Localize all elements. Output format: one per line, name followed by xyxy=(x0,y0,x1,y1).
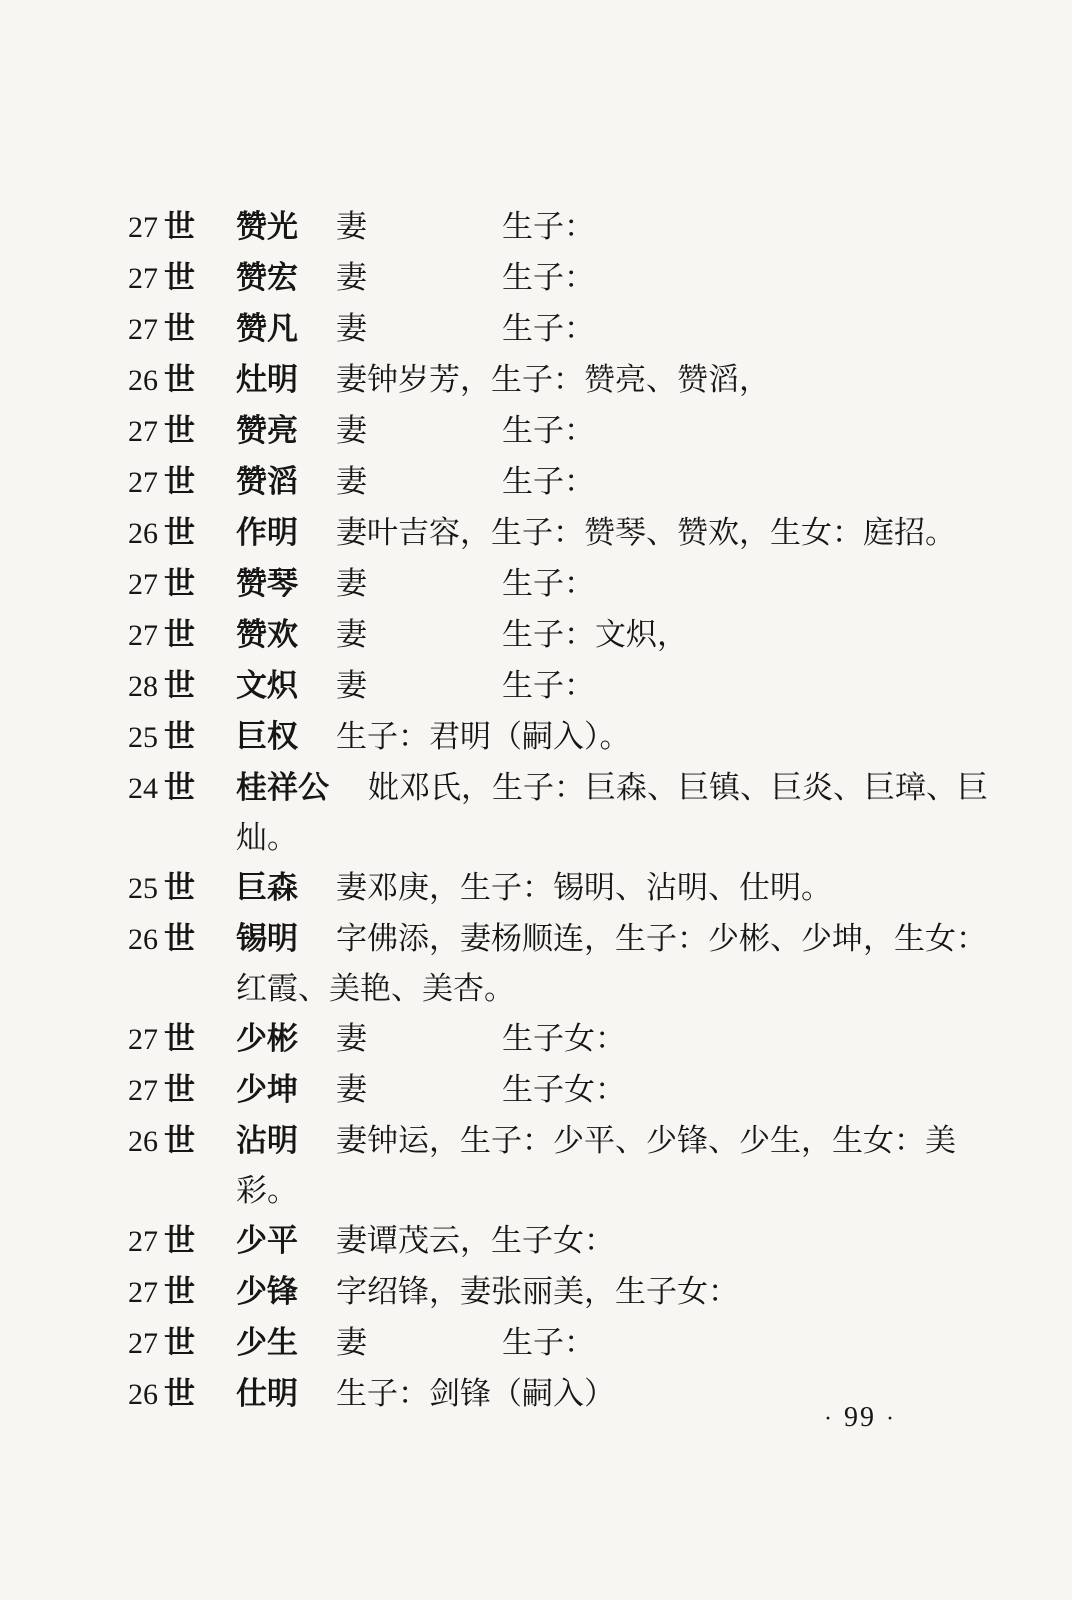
person-name: 巨权 xyxy=(236,719,298,755)
generation-suffix: 世 xyxy=(164,209,195,245)
person-name: 桂祥公 xyxy=(236,770,329,806)
generation xyxy=(128,355,236,406)
children-label: 生子： xyxy=(502,566,595,602)
generation xyxy=(128,1216,236,1267)
entry-row xyxy=(128,1014,958,1065)
entry-text: 妻叶吉容，生子：赞琴、赞欢，生女：庭招。 xyxy=(336,515,956,551)
wife-label: 妻 xyxy=(336,1072,367,1108)
generation-number: 27 xyxy=(128,466,158,499)
generation-suffix: 世 xyxy=(164,413,195,449)
entry-row xyxy=(128,1216,958,1267)
wife-label: 妻 xyxy=(336,668,367,704)
entry-row xyxy=(128,202,958,253)
generation xyxy=(128,763,236,814)
generation-suffix: 世 xyxy=(164,719,195,755)
generation xyxy=(128,559,236,610)
generation-number: 26 xyxy=(128,364,158,397)
wife-label: 妻 xyxy=(336,413,367,449)
generation-suffix: 世 xyxy=(164,464,195,500)
entry-text: 妻谭茂云，生子女： xyxy=(336,1223,615,1259)
entry-details xyxy=(336,610,958,660)
person-name: 文炽 xyxy=(236,668,298,704)
generation xyxy=(128,406,236,457)
generation-number: 27 xyxy=(128,211,158,244)
generation-suffix: 世 xyxy=(164,1223,195,1259)
person-name: 沾明 xyxy=(236,1123,298,1159)
entry-row xyxy=(128,1065,958,1116)
generation-number: 27 xyxy=(128,313,158,346)
entry-row xyxy=(128,712,958,763)
entry-text: 字绍锋，妻张丽美，生子女： xyxy=(336,1274,739,1310)
entry-text xyxy=(336,457,958,507)
entry-text: 妻钟运，生子：少平、少锋、少生，生女：美 xyxy=(336,1123,956,1159)
entry-text xyxy=(336,661,958,711)
entry-row xyxy=(128,863,958,914)
footer-dot-left: · xyxy=(824,1406,834,1432)
generation xyxy=(128,661,236,712)
children-label: 生子： xyxy=(502,311,595,347)
entry-details xyxy=(336,1216,958,1266)
person-name: 赞滔 xyxy=(236,464,298,500)
generation-number: 26 xyxy=(128,923,158,956)
entry-details xyxy=(336,1267,958,1317)
wife-label: 妻 xyxy=(336,260,367,296)
children-label: 生子： xyxy=(502,1325,595,1361)
entry-row xyxy=(128,457,958,508)
wife-label: 妻 xyxy=(336,566,367,602)
entry-text xyxy=(336,253,958,303)
generation-suffix: 世 xyxy=(164,668,195,704)
entry-details xyxy=(336,1318,958,1368)
generation xyxy=(128,1369,236,1420)
entry-row xyxy=(128,253,958,304)
entry-text xyxy=(336,1318,958,1368)
generation-suffix: 世 xyxy=(164,311,195,347)
children-label: 生子： xyxy=(502,260,595,296)
generation-number: 27 xyxy=(128,619,158,652)
entry-details xyxy=(336,1014,958,1064)
wife-label: 妻 xyxy=(336,209,367,245)
entry-text xyxy=(336,304,958,354)
generation-number: 26 xyxy=(128,517,158,550)
page-number: 99 xyxy=(844,1402,876,1433)
person-name: 赞亮 xyxy=(236,413,298,449)
entry-text-continued: 彩。 xyxy=(236,1173,298,1209)
generation-number: 25 xyxy=(128,872,158,905)
person-name: 仕明 xyxy=(236,1376,298,1412)
entry-row xyxy=(128,406,958,457)
genealogy-entries xyxy=(128,202,988,1420)
entry-details xyxy=(336,202,958,252)
generation-suffix: 世 xyxy=(164,362,195,398)
generation-suffix: 世 xyxy=(164,1072,195,1108)
entry-text: 妣邓氏，生子：巨森、巨镇、巨炎、巨璋、巨 xyxy=(368,770,988,806)
generation-suffix: 世 xyxy=(164,770,195,806)
generation-suffix: 世 xyxy=(164,1376,195,1412)
generation-number: 27 xyxy=(128,1074,158,1107)
entry-row xyxy=(128,1267,958,1318)
generation xyxy=(128,304,236,355)
entry-details xyxy=(336,457,958,507)
generation xyxy=(128,712,236,763)
generation xyxy=(128,1014,236,1065)
children-label: 生子： xyxy=(502,209,595,245)
generation xyxy=(128,253,236,304)
entry-row xyxy=(128,914,987,1014)
generation xyxy=(128,1267,236,1318)
entry-details xyxy=(336,712,958,762)
entry-details xyxy=(336,406,958,456)
children-label: 生子： xyxy=(502,668,595,704)
entry-details xyxy=(336,355,958,405)
person-name: 少彬 xyxy=(236,1021,298,1057)
generation-suffix: 世 xyxy=(164,870,195,906)
entry-text: 妻邓庚，生子：锡明、沾明、仕明。 xyxy=(336,870,832,906)
wife-label: 妻 xyxy=(336,617,367,653)
person-name: 赞凡 xyxy=(236,311,298,347)
person-name: 少生 xyxy=(236,1325,298,1361)
generation-number: 26 xyxy=(128,1125,158,1158)
entry-text: 字佛添，妻杨顺连，生子：少彬、少坤，生女： xyxy=(336,921,987,957)
generation xyxy=(128,1065,236,1116)
person-name: 少坤 xyxy=(236,1072,298,1108)
generation xyxy=(128,508,236,559)
entry-text-continued: 灿。 xyxy=(236,820,298,856)
entry-row xyxy=(128,559,958,610)
generation-suffix: 世 xyxy=(164,921,195,957)
generation-suffix: 世 xyxy=(164,515,195,551)
generation-number: 27 xyxy=(128,1225,158,1258)
entry-text xyxy=(336,610,958,660)
wife-label: 妻 xyxy=(336,311,367,347)
page-footer xyxy=(814,1402,906,1434)
generation-number: 27 xyxy=(128,262,158,295)
generation-suffix: 世 xyxy=(164,1021,195,1057)
generation-number: 26 xyxy=(128,1378,158,1411)
generation-number: 28 xyxy=(128,670,158,703)
entry-row xyxy=(128,610,958,661)
generation-suffix: 世 xyxy=(164,1274,195,1310)
entry-row xyxy=(128,763,988,863)
generation-number: 27 xyxy=(128,568,158,601)
children-label: 生子：文炽， xyxy=(502,617,688,653)
wife-label: 妻 xyxy=(336,1325,367,1361)
generation-number: 27 xyxy=(128,1276,158,1309)
person-name: 锡明 xyxy=(236,921,298,957)
entry-text: 妻钟岁芳，生子：赞亮、赞滔， xyxy=(336,362,770,398)
person-name: 作明 xyxy=(236,515,298,551)
entry-row xyxy=(128,508,958,559)
generation-number: 24 xyxy=(128,772,158,805)
generation xyxy=(128,1116,236,1167)
person-name: 巨森 xyxy=(236,870,298,906)
entry-details xyxy=(336,661,958,711)
entry-row xyxy=(128,1318,958,1369)
generation xyxy=(128,1318,236,1369)
generation-number: 27 xyxy=(128,1023,158,1056)
generation xyxy=(128,863,236,914)
entry-text xyxy=(336,1014,958,1064)
person-name: 赞光 xyxy=(236,209,298,245)
entry-details xyxy=(336,1065,958,1115)
entry-text: 生子：君明（嗣入）。 xyxy=(336,719,631,755)
entry-text xyxy=(336,202,958,252)
children-label: 生子女： xyxy=(502,1072,626,1108)
person-name: 赞琴 xyxy=(236,566,298,602)
entry-details xyxy=(336,304,958,354)
children-label: 生子： xyxy=(502,413,595,449)
generation-number: 27 xyxy=(128,415,158,448)
person-name: 少锋 xyxy=(236,1274,298,1310)
entry-row xyxy=(128,304,958,355)
person-name: 少平 xyxy=(236,1223,298,1259)
entry-details xyxy=(336,559,958,609)
person-name: 灶明 xyxy=(236,362,298,398)
generation xyxy=(128,914,236,965)
entry-details xyxy=(336,863,958,913)
generation xyxy=(128,610,236,661)
generation-suffix: 世 xyxy=(164,566,195,602)
generation xyxy=(128,457,236,508)
generation-number: 25 xyxy=(128,721,158,754)
children-label: 生子女： xyxy=(502,1021,626,1057)
person-name: 赞宏 xyxy=(236,260,298,296)
generation-suffix: 世 xyxy=(164,1123,195,1159)
entry-text xyxy=(336,1065,958,1115)
wife-label: 妻 xyxy=(336,464,367,500)
wife-label: 妻 xyxy=(336,1021,367,1057)
person-name: 赞欢 xyxy=(236,617,298,653)
generation-suffix: 世 xyxy=(164,260,195,296)
entry-text xyxy=(336,559,958,609)
entry-details xyxy=(336,508,958,558)
children-label: 生子： xyxy=(502,464,595,500)
entry-row xyxy=(128,355,958,406)
entry-row xyxy=(128,1116,958,1216)
generation-suffix: 世 xyxy=(164,617,195,653)
entry-details xyxy=(336,253,958,303)
generation-number: 27 xyxy=(128,1327,158,1360)
entry-row xyxy=(128,661,958,712)
generation-suffix: 世 xyxy=(164,1325,195,1361)
footer-dot-right: · xyxy=(886,1406,896,1432)
generation xyxy=(128,202,236,253)
entry-text-continued: 红霞、美艳、美杏。 xyxy=(236,971,515,1007)
entry-text: 生子：剑锋（嗣入） xyxy=(336,1376,615,1412)
entry-text xyxy=(336,406,958,456)
